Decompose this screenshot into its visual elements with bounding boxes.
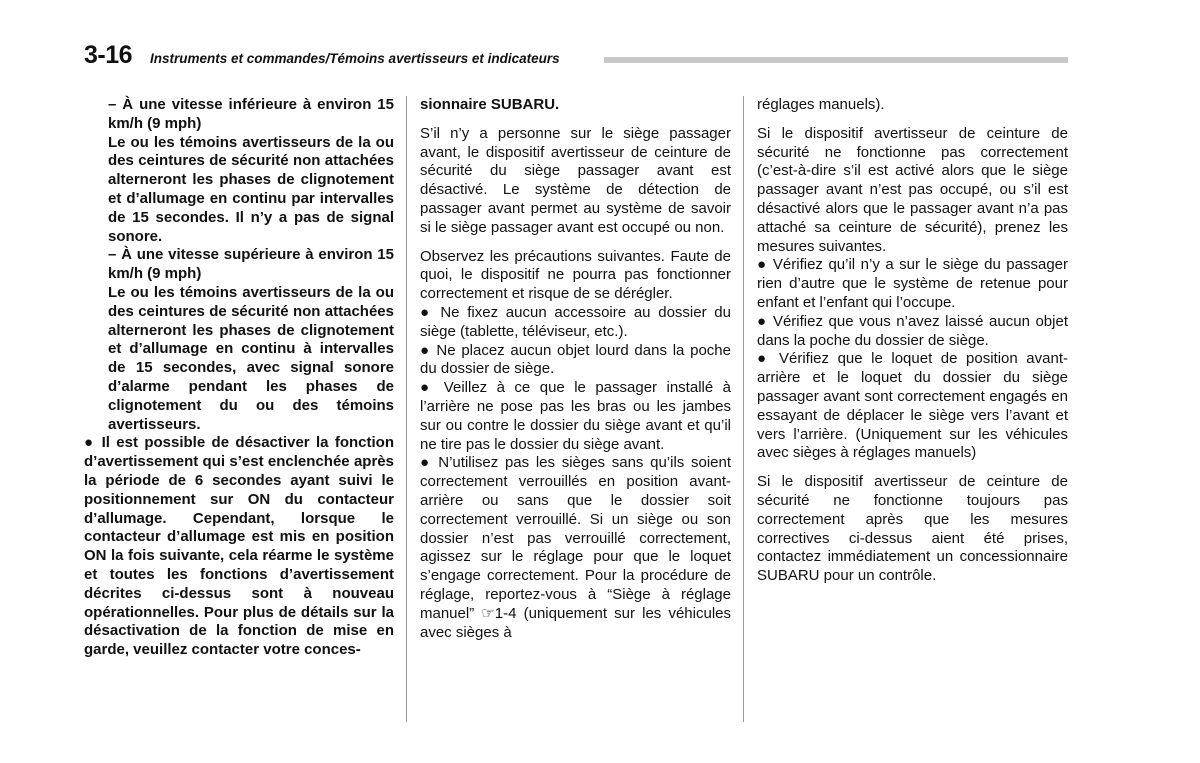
speed-above-text: Le ou les témoins avertisseurs de la ou des ceintures de sécurité non attachées alterneront les phases de clignotement et d’allumage en continu à intervalles de 15 secondes, avec signal sonore d’alarme pendant les phases de clignotement du ou des témoins avertisseurs. [108,283,394,433]
column-2 [420,96,731,642]
contact-dealer-text: Si le dispositif avertisseur de ceinture de sécurité ne fonctionne toujours pas correctement après que les mesures correctives ci-dessus aient été prises, contactez immédiatement un concessionnaire SUBARU pour un contrôle. [757,473,1068,585]
page-number: 3-16 [84,41,133,69]
bullet-seat-locked: ● N’utilisez pas les sièges sans qu’ils soient correctement verrouillés en position avant-arrière ou sans que le dossier soit correctement verrouillé. Si un siège ou son dossier n’est pas verrouillé correctement, agissez sur le réglage pour que le loquet s’engage correctement. Pour la procédure de réglage, reportez-vous à “Siège à réglage manuel” ☞1-4 (uniquement sur les véhicules avec sièges à [420,454,731,641]
precautions-intro: Observez les précautions suivantes. Faute de quoi, le dispositif ne pourra pas fonctionner correctement et risque de se dérégler. [420,247,731,303]
column-1 [84,96,394,660]
speed-below-text: Le ou les témoins avertisseurs de la ou des ceintures de sécurité non attachées alterneront les phases de clignotement et d’allumage en continu par intervalles de 15 secondes. Il n’y a pas de signal sonore. [108,133,394,245]
speed-above-heading: – À une vitesse supérieure à environ 15 km/h (9 mph) [108,246,394,283]
column-3 [757,96,1068,586]
running-title: Instruments et commandes/Témoins avertisseurs et indicateurs [150,51,560,66]
speed-below-heading: – À une vitesse inférieure à environ 15 km/h (9 mph) [108,96,394,132]
column-divider-1 [406,96,407,722]
passenger-detection-text: S’il n’y a personne sur le siège passager avant, le dispositif avertisseur de ceinture de sécurité du siège passager avant est désactivé. Le système de détection de passager avant permet au système de savoir si le siège passager avant est occupé ou non. [420,124,731,236]
malfunction-intro: Si le dispositif avertisseur de ceinture de sécurité ne fonctionne pas correctement (c’est-à-dire s’il est activé alors que le siège passager avant n’est pas occupé, ou s’il est désactivé alors que le passager avant n’a pas attaché sa ceinture de sécurité), prenez les mesures suivantes. [757,124,1068,255]
column-divider-2 [743,96,744,722]
manual-adjust-continuation: réglages manuels). [757,96,885,113]
dealer-continuation: sionnaire SUBARU. [420,96,560,113]
bullet-check-pocket: ● Vérifiez que vous n’avez laissé aucun objet dans la poche du dossier de siège. [757,312,1068,349]
page-header [84,40,1069,74]
bullet-check-seat-empty: ● Vérifiez qu’il n’y a sur le siège du passager rien d’autre que le système de retenue pour enfant et l’enfant qui l’occupe. [757,256,1068,311]
bullet-no-accessory: ● Ne fixez aucun accessoire au dossier du siège (tablette, téléviseur, etc.). [420,303,731,340]
bullet-no-heavy-object: ● Ne placez aucun objet lourd dans la poche du dossier de siège. [420,341,731,378]
header-rule-bar [604,57,1068,63]
deactivation-note: ● Il est possible de désactiver la fonction d’avertissement qui s’est enclenchée après la période de 6 secondes ayant suivi le positionnement sur ON du contacteur d’allumage. Cependant, lorsque le contacteur d’allumage est mis en position ON la fois suivante, cela réarme le système et toutes les fonctions d’avertissement décrites ci-dessus sont à nouveau opérationnelles. Pour plus de détails sur la désactivation de la fonction de mise en garde, veuillez contacter votre conces- [84,434,394,659]
bullet-rear-passenger: ● Veillez à ce que le passager installé à l’arrière ne pose pas les bras ou les jambes sur ou contre le dossier du siège avant et qu’il ne tire pas le dossier du siège avant. [420,379,731,453]
bullet-check-latches: ● Vérifiez que le loquet de position avant-arrière et le loquet du dossier du siège passager avant sont correctement engagés en essayant de déplacer le siège vers l’avant et vers l’arrière. (Uniquement sur les véhicules avec sièges à réglages manuels) [757,350,1068,462]
